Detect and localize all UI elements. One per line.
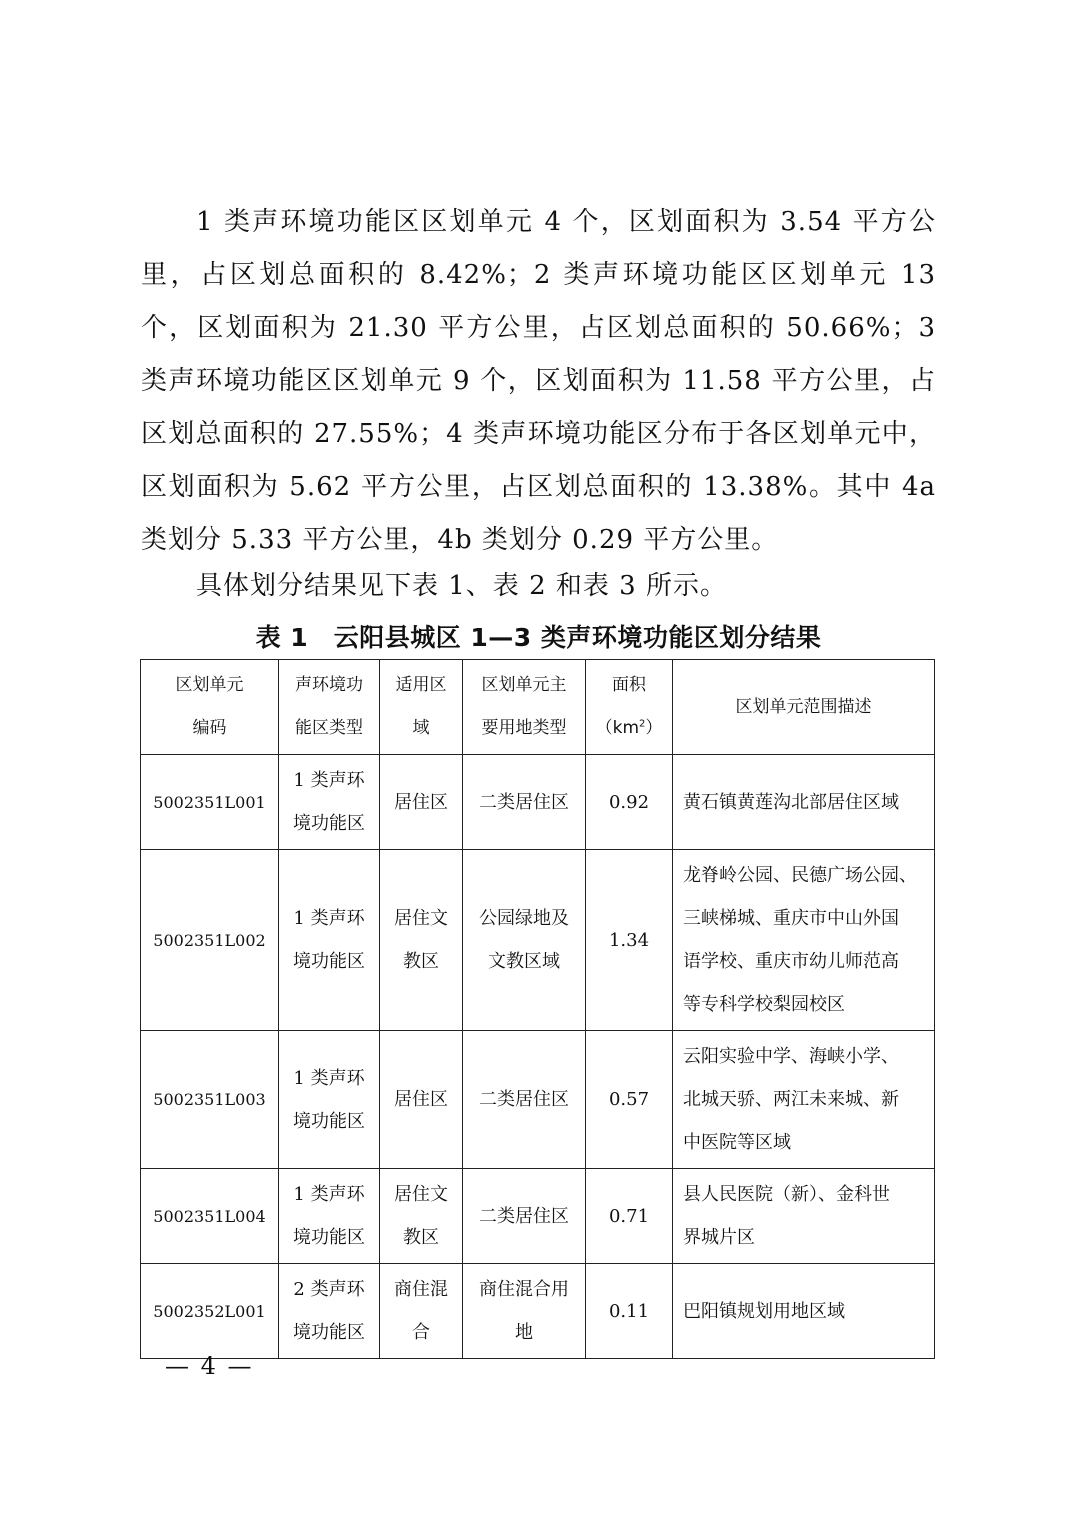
cell-land-use: 二类居住区	[463, 755, 586, 850]
body-paragraph-1: 1 类声环境功能区区划单元 4 个，区划面积为 3.54 平方公里，占区划总面积的 8.42%；2 类声环境功能区区划单元 13 个，区划面积为 21.30 平方公里，占区划总面积的 50.66%；3 类声环境功能区区划单元 9 个，区划面积为 11.58 平方公里，占区划总面积的 27.55%；4 类声环境功能区分布于各区划单元中，区划面积为 5.62 平方公里，占区划总面积的 13.38%。其中 4a 类划分 5.33 平方公里，4b 类划分 0.29 平方公里。	[141, 207, 936, 555]
table-row	[141, 1031, 935, 1169]
cell-land-use: 二类居住区	[463, 1169, 586, 1264]
cell-land-use: 二类居住区	[463, 1031, 586, 1169]
cell-land-use: 商住混合用 地	[463, 1264, 586, 1359]
cell-area: 1.34	[586, 850, 673, 1031]
cell-applicable-area: 商住混 合	[380, 1264, 463, 1359]
cell-area: 0.11	[586, 1264, 673, 1359]
cell-description: 黄石镇黄莲沟北部居住区域	[673, 755, 935, 850]
cell-area: 0.92	[586, 755, 673, 850]
cell-code: 5002352L001	[141, 1264, 279, 1359]
cell-code: 5002351L001	[141, 755, 279, 850]
page-number: — 4 —	[165, 1352, 254, 1380]
header-applicable-area: 适用区 域	[380, 660, 463, 755]
cell-applicable-area: 居住区	[380, 755, 463, 850]
table-row	[141, 850, 935, 1031]
cell-zone-type: 1 类声环 境功能区	[279, 850, 380, 1031]
cell-applicable-area: 居住文 教区	[380, 1169, 463, 1264]
cell-area: 0.57	[586, 1031, 673, 1169]
table-row	[141, 1169, 935, 1264]
header-code: 区划单元 编码	[141, 660, 279, 755]
table-body	[141, 755, 935, 1359]
cell-description: 龙脊岭公园、民德广场公园、 三峡梯城、重庆市中山外国 语学校、重庆市幼儿师范高 等专科学校梨园校区	[673, 850, 935, 1031]
cell-description: 县人民医院（新）、金科世 界城片区	[673, 1169, 935, 1264]
cell-zone-type: 1 类声环 境功能区	[279, 1169, 380, 1264]
cell-zone-type: 1 类声环 境功能区	[279, 1031, 380, 1169]
header-zone-type: 声环境功 能区类型	[279, 660, 380, 755]
cell-zone-type: 1 类声环 境功能区	[279, 755, 380, 850]
cell-description: 云阳实验中学、海峡小学、 北城天骄、两江未来城、新 中医院等区域	[673, 1031, 935, 1169]
table-row	[141, 755, 935, 850]
cell-zone-type: 2 类声环 境功能区	[279, 1264, 380, 1359]
header-land-use: 区划单元主 要用地类型	[463, 660, 586, 755]
body-paragraph-2: 具体划分结果见下表 1、表 2 和表 3 所示。	[196, 571, 727, 601]
cell-code: 5002351L003	[141, 1031, 279, 1169]
zoning-table	[140, 659, 935, 1359]
table-header-row	[141, 660, 935, 755]
header-description: 区划单元范围描述	[673, 660, 935, 755]
table-caption: 表 1 云阳县城区 1—3 类声环境功能区划分结果	[255, 623, 822, 652]
cell-applicable-area: 居住文 教区	[380, 850, 463, 1031]
table-row	[141, 1264, 935, 1359]
cell-area: 0.71	[586, 1169, 673, 1264]
cell-description: 巴阳镇规划用地区域	[673, 1264, 935, 1359]
header-area: 面积 $(km^2)$	[586, 660, 673, 755]
cell-land-use: 公园绿地及 文教区域	[463, 850, 586, 1031]
cell-applicable-area: 居住区	[380, 1031, 463, 1169]
cell-code: 5002351L004	[141, 1169, 279, 1264]
cell-code: 5002351L002	[141, 850, 279, 1031]
